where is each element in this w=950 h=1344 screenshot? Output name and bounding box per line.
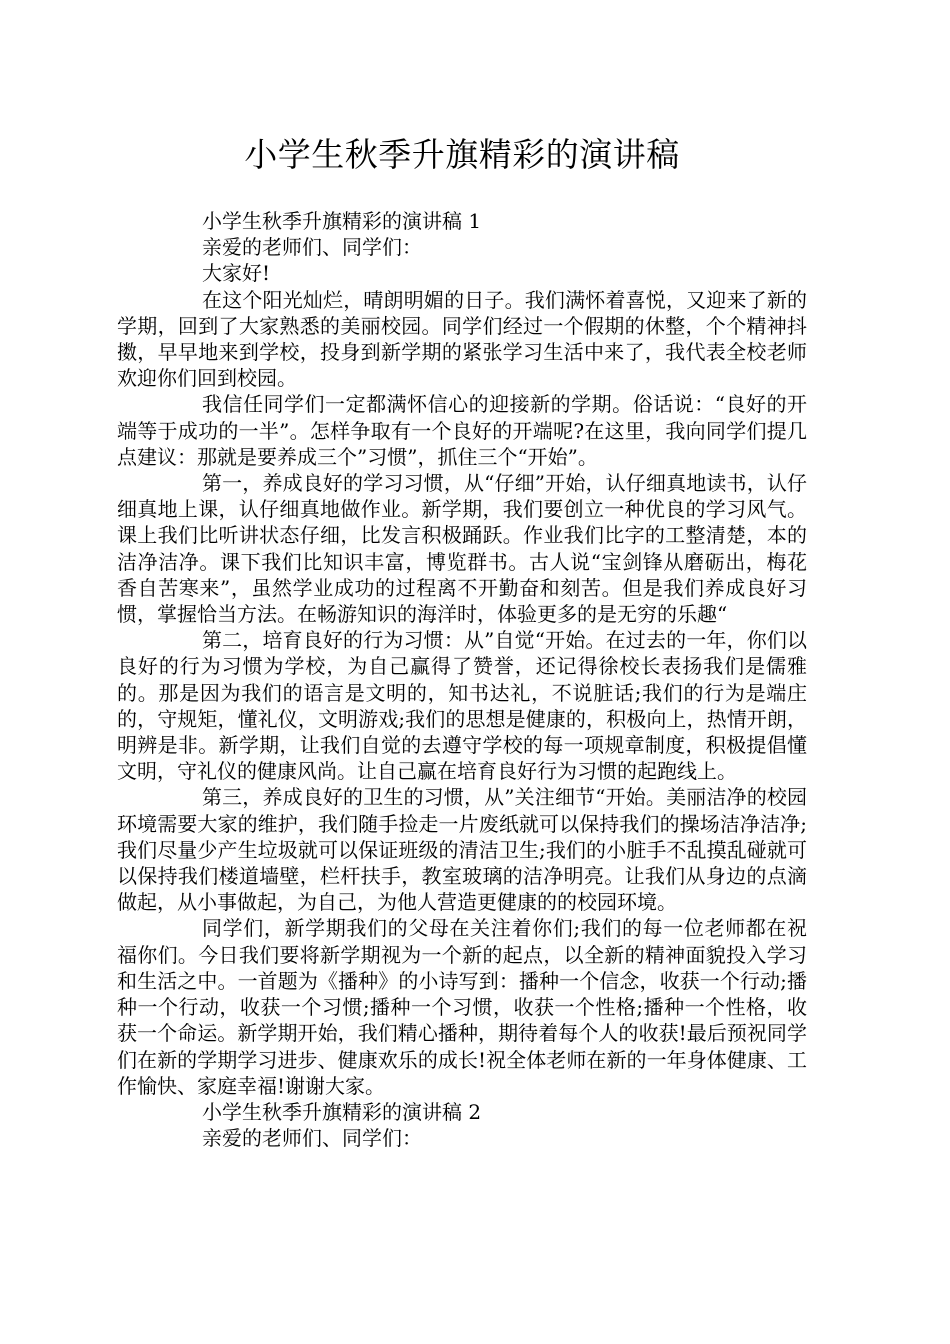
document-title: 小学生秋季升旗精彩的演讲稿 bbox=[244, 135, 680, 174]
section-heading: 小学生秋季升旗精彩的演讲稿 1 bbox=[202, 209, 482, 233]
paragraph: 第一，养成良好的学习习惯，从“仔细”开始，认仔细真地读书，认仔细真地上课，认仔细真地做作业。新学期，我们要创立一种优良的学习风气。课上我们比听讲状态仔细，比发言积极踊跃。作业我们比字的工整清楚，本的洁净洁净。课下我们比知识丰富，博览群书。古人说“宝剑锋从磨砺出，梅花香自苦寒来”，虽然学业成功的过程离不开勤奋和刻苦。但是我们养成良好习惯，掌握恰当方法。在畅游知识的海洋时，体验更多的是无穷的乐趣“ bbox=[117, 471, 807, 627]
paragraph: 第二，培育良好的行为习惯：从”自觉“开始。在过去的一年，你们以良好的行为习惯为学校，为自己赢得了赞誉，还记得徐校长表扬我们是儒雅的。那是因为我们的语言是文明的，知书达礼，不说脏话;我们的行为是端庄的，守规矩，懂礼仪，文明游戏;我们的思想是健康的，积极向上，热情开朗，明辨是非。新学期，让我们自觉的去遵守学校的每一项规章制度，积极提倡懂文明，守礼仪的健康风尚。让自己赢在培育良好行为习惯的起跑线上。 bbox=[117, 628, 807, 784]
salutation: 亲爱的老师们、同学们： bbox=[202, 235, 422, 260]
paragraph: 在这个阳光灿烂，晴朗明媚的日子。我们满怀着喜悦，又迎来了新的学期，回到了大家熟悉的美丽校园。同学们经过一个假期的休整，个个精神抖擞，早早地来到学校，投身到新学期的紧张学习生活中来了，我代表全校老师欢迎你们回到校园。 bbox=[117, 287, 807, 391]
paragraph: 我信任同学们一定都满怀信心的迎接新的学期。俗话说：“良好的开端等于成功的一半”。怎样争取有一个良好的开端呢?在这里，我向同学们提几点建议：那就是要养成三个”习惯”，抓住三个“开始”。 bbox=[117, 392, 807, 469]
section-heading: 小学生秋季升旗精彩的演讲稿 2 bbox=[202, 1099, 482, 1124]
document-body bbox=[117, 208, 807, 1151]
greeting: 大家好! bbox=[202, 261, 271, 286]
paragraph: 同学们，新学期我们的父母在关注着你们;我们的每一位老师都在祝福你们。今日我们要将新学期视为一个新的起点，以全新的精神面貌投入学习和生活之中。一首题为《播种》的小诗写到：播种一个信念，收获一个行动;播种一个行动，收获一个习惯;播种一个习惯，收获一个性格;播种一个性格，收获一个命运。新学期开始，我们精心播种，期待着每个人的收获!最后预祝同学们在新的学期学习进步、健康欢乐的成长!祝全体老师在新的一年身体健康、工作愉快、家庭幸福!谢谢大家。 bbox=[117, 916, 807, 1098]
salutation: 亲爱的老师们、同学们： bbox=[202, 1126, 422, 1151]
paragraph: 第三，养成良好的卫生的习惯，从”关注细节“开始。美丽洁净的校园环境需要大家的维护，我们随手捡走一片废纸就可以保持我们的操场洁净洁净;我们尽量少产生垃圾就可以保证班级的清洁卫生;我们的小脏手不乱摸乱碰就可以保持我们楼道墙壁，栏杆扶手，教室玻璃的洁净明亮。让我们从身边的点滴做起，从小事做起，为自己，为他人营造更健康的的校园环境。 bbox=[117, 785, 807, 915]
